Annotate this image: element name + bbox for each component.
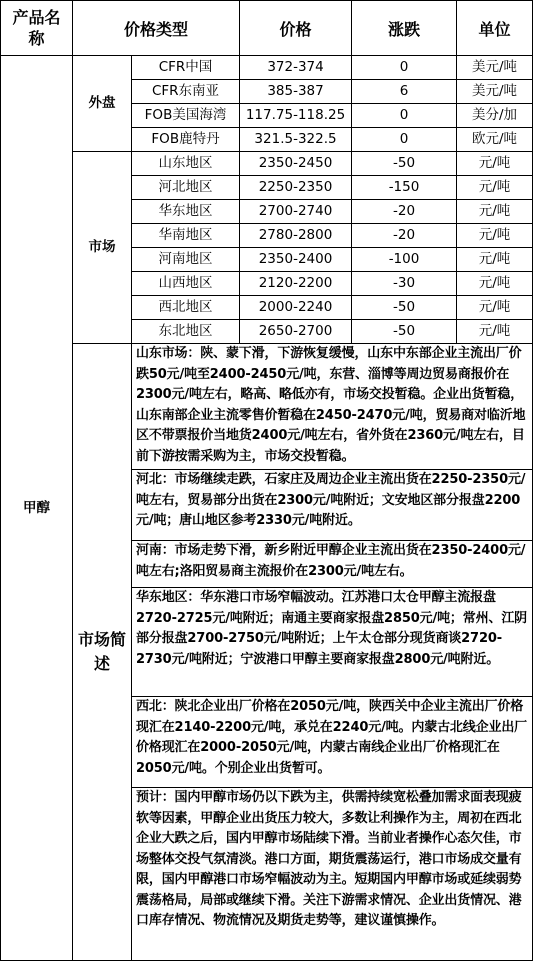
unit-cell: 元/吨 (457, 200, 533, 224)
unit-cell: 美分/加 (457, 104, 533, 128)
price-type-cell: CFR中国 (132, 56, 240, 80)
price-cell: 2700-2740 (240, 200, 352, 224)
change-cell: -50 (352, 152, 457, 176)
change-cell: 0 (352, 56, 457, 80)
summary-xibei: 西北：陕北企业出厂价格在2050元/吨，陕西关中企业主流出厂价格现汇在2140-2200元/吨，承兑在2240元/吨。内蒙古北线企业出厂价格现汇在2000-2050元/吨，内蒙古南线企业出厂价格现汇在2050元/吨。个别企业出货暂可。 (132, 697, 533, 788)
price-type-cell: 河南地区 (132, 248, 240, 272)
table-row (1, 152, 533, 176)
price-cell: 2120-2200 (240, 272, 352, 296)
price-cell: 321.5-322.5 (240, 128, 352, 152)
unit-cell: 元/吨 (457, 152, 533, 176)
summary-shandong: 山东市场：陕、蒙下滑，下游恢复缓慢，山东中东部企业主流出厂价跌50元/吨至2400-2450元/吨，东营、淄博等周边贸易商报价在2300元/吨左右，略高、略低亦有，市场交投暂稳。企业出货暂稳，山东南部企业主流零售价暂稳在2450-2470元/吨，贸易商对临沂地区不带票报价当地货2400元/吨左右，省外货在2360元/吨左右，目前下游按需采购为主，市场交投暂稳。 (132, 344, 533, 470)
price-cell: 2250-2350 (240, 176, 352, 200)
change-cell: 0 (352, 128, 457, 152)
summary-hebei: 河北：市场继续走跌，石家庄及周边企业主流出货在2250-2350元/吨左右，贸易部分出货在2300元/吨附近；文安地区部分报盘2200元/吨；唐山地区参考2330元/吨附近。 (132, 470, 533, 541)
header-price: 价格 (240, 1, 352, 56)
price-cell: 2650-2700 (240, 320, 352, 344)
summary-huadong: 华东地区：华东港口市场窄幅波动。江苏港口太仓甲醇主流报盘2720-2725元/吨附近；南通主要商家报盘2850元/吨；常州、江阴部分报盘2700-2750元/吨附近；上午太仓部分现货商谈2720-2730元/吨附近；宁波港口甲醇主要商家报盘2800元/吨附近。 (132, 588, 533, 697)
price-type-cell: 华东地区 (132, 200, 240, 224)
change-cell: -20 (352, 200, 457, 224)
price-type-cell: 山东地区 (132, 152, 240, 176)
header-product-name: 产品名 称 (1, 1, 73, 56)
summary-forecast: 预计：国内甲醇市场仍以下跌为主，供需持续宽松叠加需求面表现疲软等因素，甲醇企业出货压力较大，多数让利操作为主，周初在西北企业大跌之后，国内甲醇市场陆续下滑。当前业者操作心态欠佳，市场整体交投气氛清淡。港口方面，期货震荡运行，港口市场成交量有限，国内甲醇港口市场窄幅波动为主。短期国内甲醇市场或延续弱势震荡格局，局部或继续下滑。关注下游需求情况、企业出货情况、港口库存情况、物流情况及期货走势等，建议谨慎操作。 (132, 788, 533, 961)
change-cell: -50 (352, 296, 457, 320)
price-type-cell: 河北地区 (132, 176, 240, 200)
unit-cell: 欧元/吨 (457, 128, 533, 152)
category-summary: 市场简 述 (73, 344, 132, 961)
price-type-cell: CFR东南亚 (132, 80, 240, 104)
header-change: 涨跌 (352, 1, 457, 56)
category-market: 市场 (73, 152, 132, 344)
header-unit: 单位 (457, 1, 533, 56)
change-cell: -100 (352, 248, 457, 272)
unit-cell: 美元/吨 (457, 56, 533, 80)
price-cell: 2350-2450 (240, 152, 352, 176)
table-row (1, 56, 533, 80)
price-cell: 117.75-118.25 (240, 104, 352, 128)
unit-cell: 元/吨 (457, 224, 533, 248)
change-cell: -30 (352, 272, 457, 296)
change-cell: -50 (352, 320, 457, 344)
price-cell: 372-374 (240, 56, 352, 80)
product-name: 甲醇 (1, 56, 73, 961)
unit-cell: 元/吨 (457, 176, 533, 200)
price-type-cell: 华南地区 (132, 224, 240, 248)
price-cell: 2000-2240 (240, 296, 352, 320)
header-price-type: 价格类型 (73, 1, 240, 56)
change-cell: 0 (352, 104, 457, 128)
unit-cell: 元/吨 (457, 296, 533, 320)
change-cell: -20 (352, 224, 457, 248)
table-row (1, 344, 533, 470)
category-external: 外盘 (73, 56, 132, 152)
change-cell: 6 (352, 80, 457, 104)
price-cell: 385-387 (240, 80, 352, 104)
price-type-cell: 东北地区 (132, 320, 240, 344)
header-row (1, 1, 533, 56)
unit-cell: 美元/吨 (457, 80, 533, 104)
unit-cell: 元/吨 (457, 320, 533, 344)
price-cell: 2350-2400 (240, 248, 352, 272)
price-type-cell: FOB鹿特丹 (132, 128, 240, 152)
price-type-cell: 西北地区 (132, 296, 240, 320)
price-type-cell: 山西地区 (132, 272, 240, 296)
change-cell: -150 (352, 176, 457, 200)
unit-cell: 元/吨 (457, 248, 533, 272)
summary-henan: 河南：市场走势下滑，新乡附近甲醇企业主流出货在2350-2400元/吨左右;洛阳贸易商主流报价在2300元/吨左右。 (132, 541, 533, 588)
price-type-cell: FOB美国海湾 (132, 104, 240, 128)
unit-cell: 元/吨 (457, 272, 533, 296)
price-cell: 2780-2800 (240, 224, 352, 248)
